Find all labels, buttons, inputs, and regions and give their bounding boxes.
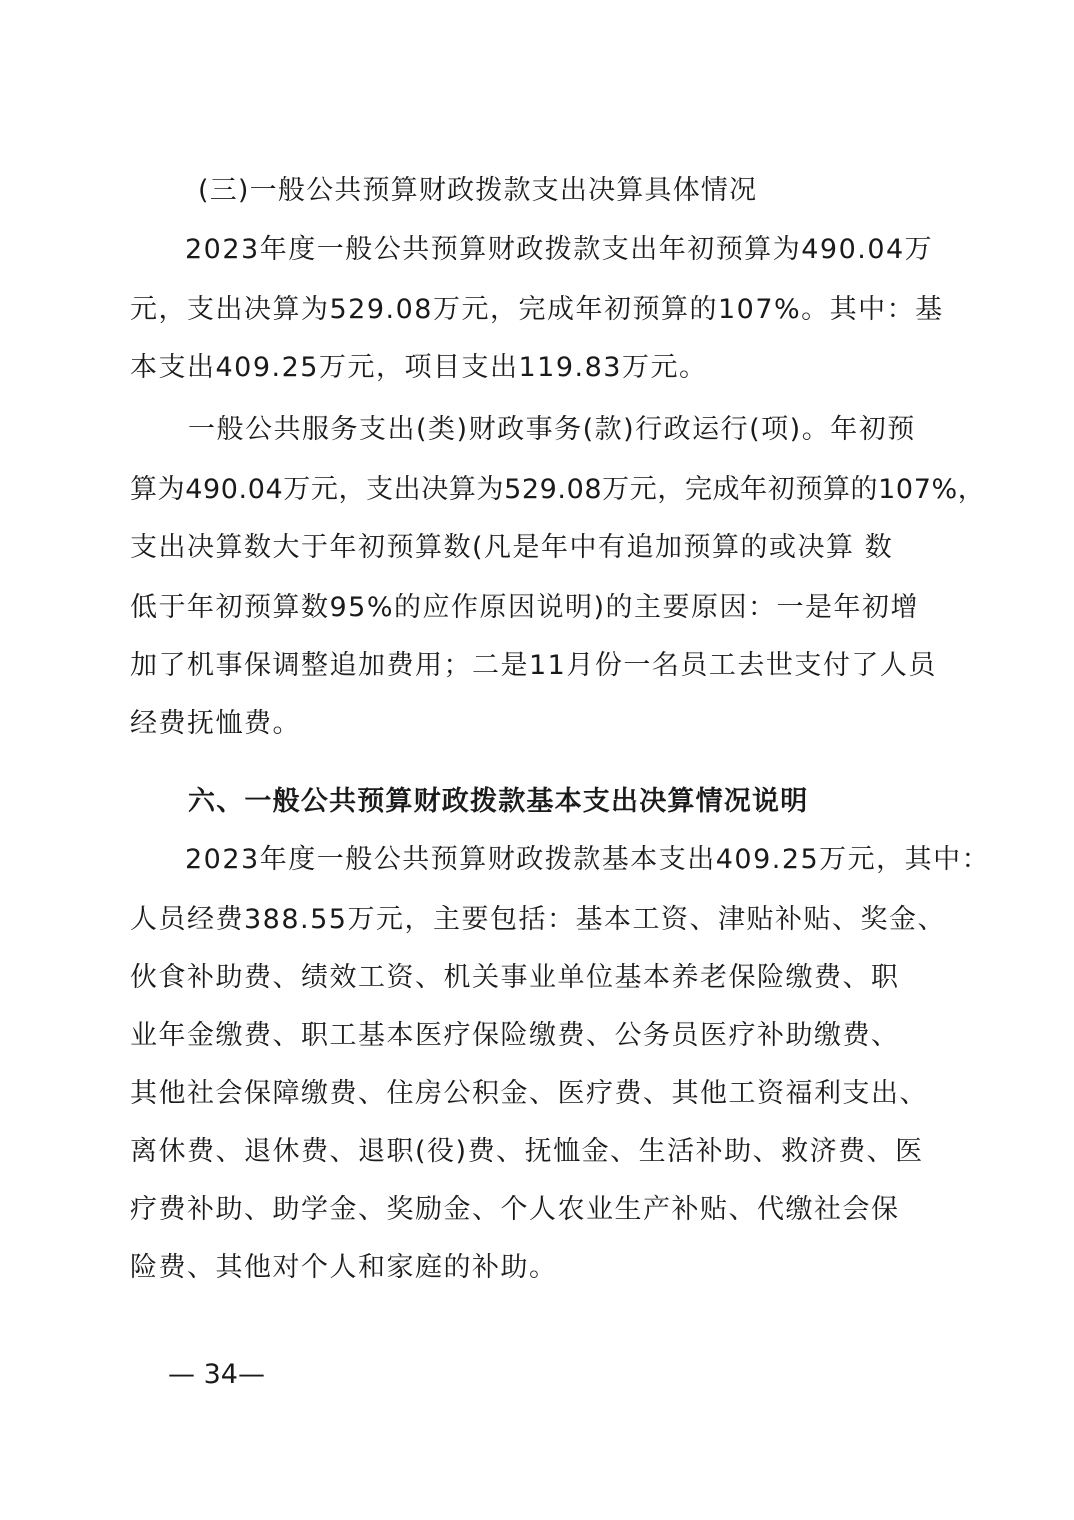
- section-3-para2-line-6: 经费抚恤费。: [130, 708, 301, 739]
- section-6-para-line-7: 疗费补助、助学金、奖励金、个人农业生产补贴、代缴社会保: [130, 1194, 900, 1225]
- section-6-para-line-6: 离休费、退休费、退职(役)费、抚恤金、生活补助、救济费、医: [130, 1136, 924, 1167]
- section-6-para-line-4: 业年金缴费、职工基本医疗保险缴费、公务员医疗补助缴费、: [130, 1020, 900, 1051]
- section-6-para-line-5: 其他社会保障缴费、住房公积金、医疗费、其他工资福利支出、: [130, 1078, 928, 1109]
- section-3-para2-line-3: 支出决算数大于年初预算数(凡是年中有追加预算的或决算 数: [130, 532, 894, 563]
- section-6-para-line-8: 险费、其他对个人和家庭的补助。: [130, 1252, 558, 1283]
- section-3-para2-line-4: 低于年初预算数95%的应作原因说明)的主要原因：一是年初增: [130, 592, 920, 623]
- section-6-para-line-2: 人员经费388.55万元，主要包括：基本工资、津贴补贴、奖金、: [130, 904, 946, 935]
- section-3-para1-line-1: 2023年度一般公共预算财政拨款支出年初预算为490.04万: [185, 234, 934, 265]
- section-6-heading: 六、一般公共预算财政拨款基本支出决算情况说明: [188, 786, 809, 817]
- section-6-para-line-3: 伙食补助费、绩效工资、机关事业单位基本养老保险缴费、职: [130, 962, 900, 993]
- section-3-para2-line-2: 算为490.04万元，支出决算为529.08万元，完成年初预算的107%，: [130, 474, 986, 505]
- page-number: — 34—: [168, 1359, 265, 1390]
- section-3-para1-line-2: 元，支出决算为529.08万元，完成年初预算的107%。其中：基: [130, 294, 944, 325]
- section-3-heading: (三)一般公共预算财政拨款支出决算具体情况: [198, 175, 758, 206]
- section-3-para2-line-5: 加了机事保调整追加费用；二是11月份一名员工去世支付了人员: [130, 650, 937, 681]
- section-3-para2-line-1: 一般公共服务支出(类)财政事务(款)行政运行(项)。年初预: [188, 414, 916, 445]
- section-3-para1-line-3: 本支出409.25万元，项目支出119.83万元。: [130, 352, 708, 383]
- section-6-para-line-1: 2023年度一般公共预算财政拨款基本支出409.25万元，其中：: [185, 844, 991, 875]
